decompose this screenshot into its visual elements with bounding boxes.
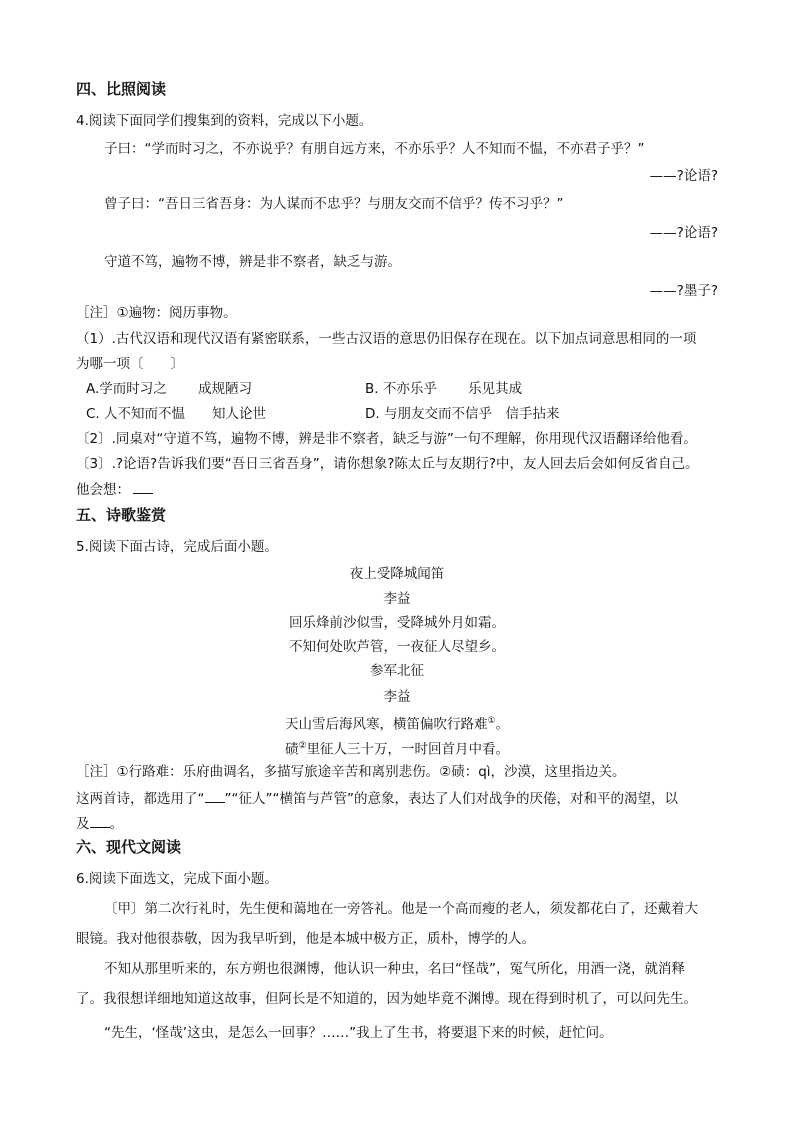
poem-1-author: 李益 — [383, 591, 411, 607]
poem-1-line-2: 不知何处吹芦管，一夜征人尽望乡。 — [289, 639, 505, 655]
poem-2-title: 参军北征 — [370, 663, 424, 679]
passage-p2-line1: 不知从那里听来的，东方朔也很渊博，他认识一种虫，名曰“怪哉”，冤气所化，用酒一浇，就消释 — [104, 961, 685, 977]
quote-mozi: 守道不笃，遍物不博，辨是非不察者，缺乏与游。 — [104, 254, 401, 270]
answer-blank — [90, 814, 110, 828]
source-lunyu-1: ——?论语? — [649, 168, 718, 184]
section-heading-4: 四、比照阅读 — [76, 80, 167, 98]
question-5-line2 — [76, 814, 123, 833]
option-a: A.学而时习之 成规陋习 — [86, 381, 253, 397]
poem-2-line-1 — [0, 712, 794, 734]
poem-2-line-2 — [0, 737, 794, 759]
subquestion-1-line1: （1）.古代汉语和现代汉语有紧密联系，一些古汉语的意思仍旧保存在现在。以下加点词意思相同的一项 — [76, 331, 697, 347]
poem-2-author: 李益 — [383, 689, 411, 705]
answer-blank — [133, 480, 153, 494]
subquestion-2: 〔2〕.同桌对“守道不笃，遍物不博，辨是非不察者，缺乏与游”一句不理解，你用现代汉语翻译给他看。 — [76, 431, 697, 447]
question-6-intro: 6.阅读下面选文，完成下面小题。 — [76, 871, 278, 887]
answer-blank — [205, 789, 225, 803]
subquestion-3-line1: 〔3〕.?论语?告诉我们要“吾日三省吾身”，请你想象?陈太丘与友期行?中，友人回去后会如何反省自己。 — [76, 456, 699, 472]
question-5-line1 — [76, 789, 678, 808]
option-b: B. 不亦乐乎 乐见其成 — [365, 381, 523, 397]
passage-p1-line1: 〔甲〕第二次行礼时，先生便和蔼地在一旁答礼。他是一个高而瘦的老人，须发都花白了，还戴着大 — [104, 901, 698, 917]
poem-annotation: ［注］①行路难：乐府曲调名，多描写旅途辛苦和离别悲伤。②碛：qì，沙漠，这里指边关。 — [76, 764, 626, 780]
footnote-marker-2: ② — [298, 741, 307, 751]
source-mozi: ——?墨子? — [649, 283, 718, 299]
passage-p1-line2: 眼镜。我对他很恭敬，因为我早听到，他是本城中极方正，质朴，博学的人。 — [76, 931, 535, 947]
footnote-marker-1: ① — [487, 716, 496, 726]
poem-1-line-1: 回乐烽前沙似雪，受降城外月如霜。 — [289, 615, 505, 631]
option-c: C. 人不知而不愠 知人论世 — [86, 406, 267, 422]
subquestion-1-line2: 为哪一项〔 〕 — [76, 356, 184, 372]
quote-zengzi: 曾子曰：“吾日三省吾身：为人谋而不忠乎？与朋友交而不信乎？传不习乎？” — [104, 196, 564, 212]
question-5-line1-end: ”“征人”“横笛与芦管”的意象，表达了人们对战争的厌倦，对和平的渴望，以 — [224, 791, 678, 807]
section-heading-5: 五、诗歌鉴赏 — [76, 506, 167, 524]
poem-2-line-1-text: 天山雪后海风寒，横笛偏吹行路难 — [284, 716, 488, 733]
question-5-line2-start: 及 — [76, 816, 90, 832]
question-5-intro: 5.阅读下面古诗，完成后面小题。 — [76, 539, 278, 555]
subquestion-3-line2 — [76, 480, 153, 499]
question-5-line2-end: 。 — [109, 816, 123, 832]
section-heading-6: 六、现代文阅读 — [76, 838, 182, 856]
passage-p3: “先生，‘怪哉’这虫，是怎么一回事？……”我上了生书，将要退下来的时候，赶忙问。 — [104, 1025, 613, 1041]
poem-2-line-2-start: 碛 — [284, 741, 299, 758]
option-d: D. 与朋友交而不信乎 信手拈来 — [365, 406, 560, 422]
annotation-note: ［注］①遍物：阅历事物。 — [76, 305, 237, 321]
quote-confucius-1: 子曰：“学而时习之，不亦说乎？有朋自远方来，不亦乐乎？人不知而不愠，不亦君子乎？” — [104, 141, 645, 157]
poem-2-line-1-end: 。 — [495, 716, 510, 733]
source-lunyu-2: ——?论语? — [649, 225, 718, 241]
passage-p2-line2: 了。我很想详细地知道这故事，但阿长是不知道的，因为她毕竟不渊博。现在得到时机了，可以问先生。 — [76, 991, 697, 1007]
question-5-line1-start: 这两首诗，都选用了“ — [76, 791, 205, 807]
poem-2-line-2-text: 里征人三十万，一时回首月中看。 — [306, 741, 510, 758]
question-4-intro: 4.阅读下面同学们搜集到的资料，完成以下小题。 — [76, 113, 373, 129]
subquestion-3-prompt: 他会想： — [76, 482, 130, 498]
poem-1-title: 夜上受降城闻笛 — [349, 566, 445, 582]
